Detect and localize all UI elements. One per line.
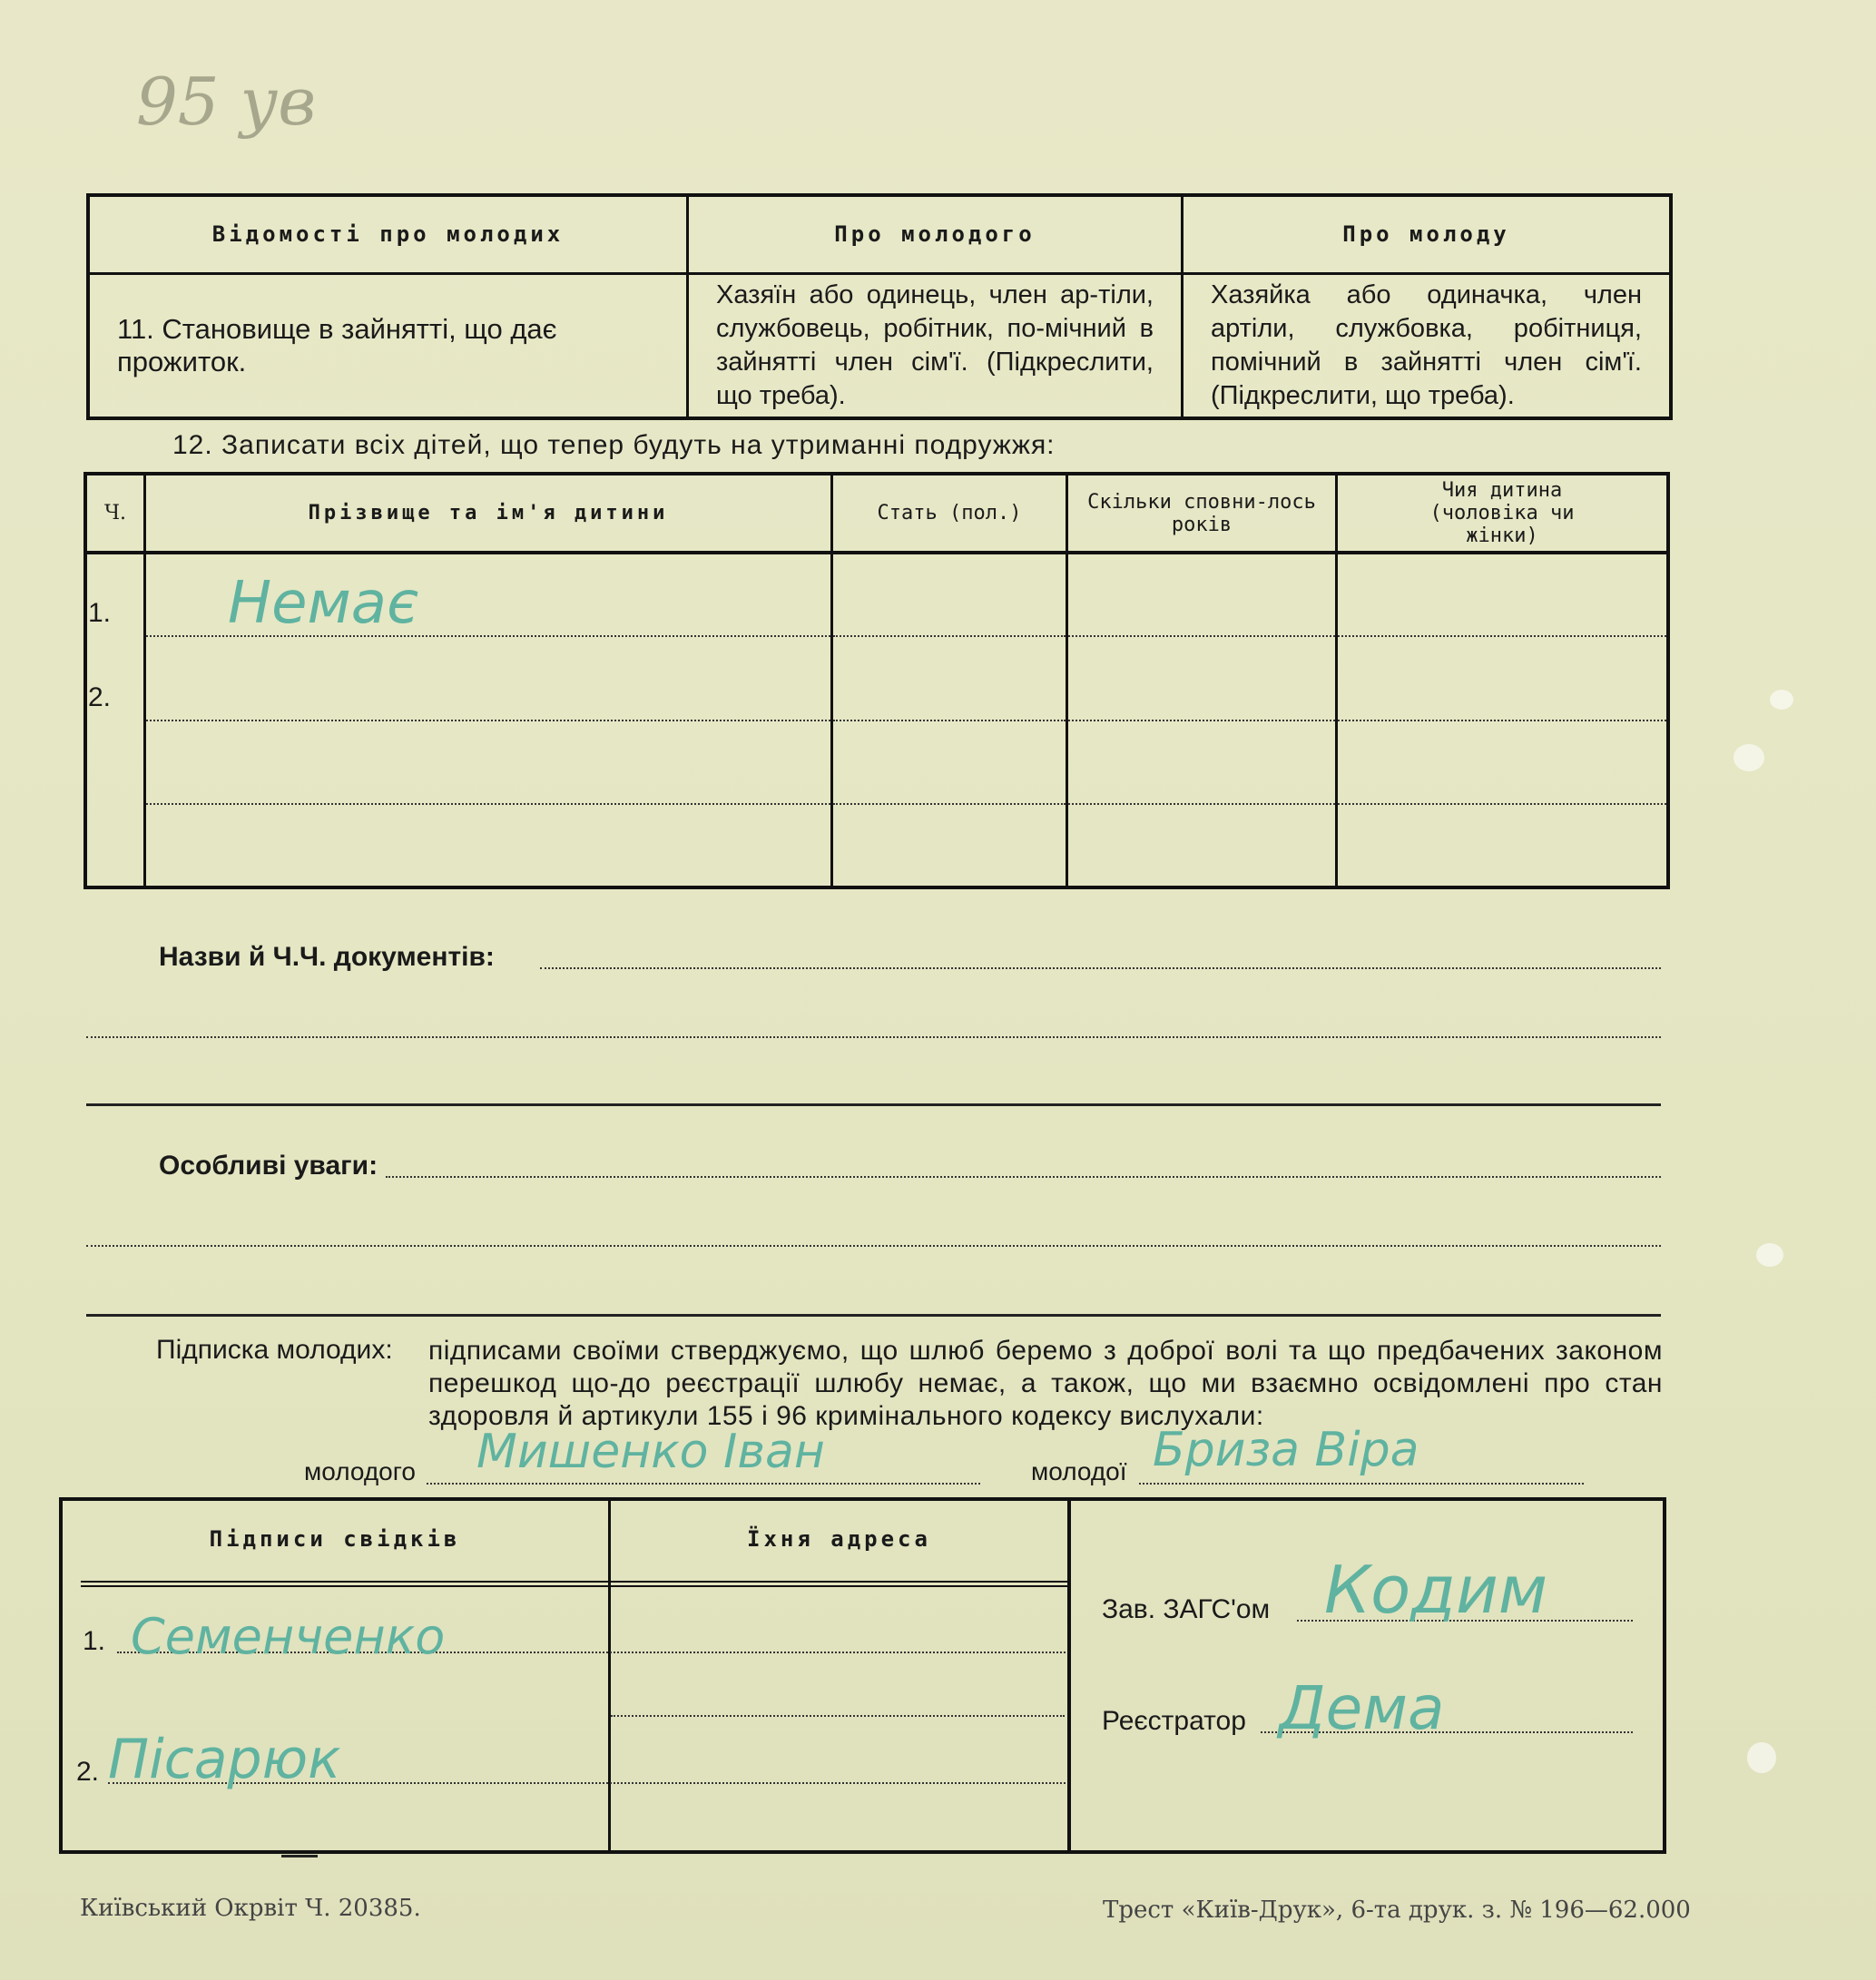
- footer-left: Київський Окрвіт Ч. 20385.: [80, 1895, 421, 1922]
- header-age: Скільки сповни-лось років: [1067, 474, 1337, 553]
- header-rule: [81, 1581, 1067, 1587]
- zags-head-signature: Кодим: [1324, 1552, 1548, 1628]
- header-num: Ч.: [85, 474, 145, 553]
- paper-damage: [1770, 690, 1793, 710]
- pencil-note: 95 ув: [136, 64, 317, 140]
- notes-line-2: [86, 1245, 1661, 1247]
- child-name: [145, 804, 832, 887]
- children-title: 12. Записати всіх дітей, що тепер будуть на утриманні подружжя:: [172, 430, 1056, 460]
- pledge-label: Підписка молодих:: [156, 1335, 393, 1365]
- address-line: [611, 1715, 1065, 1717]
- header-groom: Про молодого: [688, 195, 1183, 273]
- registrar-label: Реєстратор: [1102, 1706, 1246, 1736]
- bride-sign-label: молодої: [1031, 1457, 1127, 1485]
- witness-signature: Пісарюк: [108, 1728, 341, 1791]
- header-witness-address: Їхня адреса: [747, 1526, 931, 1552]
- header-child-name: Прізвище та ім'я дитини: [145, 474, 832, 553]
- divider: [86, 1314, 1661, 1317]
- child-name: [145, 636, 832, 720]
- child-name: Немає: [145, 553, 832, 636]
- divider: [86, 1103, 1661, 1106]
- pledge-text: підписами своїми стверджуємо, що шлюб беремо з доброї волі та що предбачених законом перешкод що-до реєстрації шлюбу немає, а також, що ми взаємно освідомлені про стан здоровля й артикули 155 і 96 кримінального кодексу вислухали:: [428, 1336, 1663, 1431]
- header-witness-signatures: Підписи свідків: [209, 1526, 461, 1552]
- paper-damage: [1734, 744, 1764, 771]
- child-row: [85, 804, 1668, 887]
- col-divider: [1067, 1501, 1071, 1850]
- child-num: 1.: [85, 553, 145, 636]
- spouse-info-table: [86, 193, 1673, 420]
- groom-signature: Мишенко Іван: [476, 1425, 825, 1479]
- documents-line-2: [86, 1036, 1661, 1038]
- notes-line: [386, 1176, 1661, 1178]
- witness-num: 1.: [83, 1626, 106, 1656]
- bride-signature: Бриза Віра: [1153, 1423, 1419, 1477]
- child-name: [145, 720, 832, 804]
- witness-num: 2.: [76, 1757, 100, 1787]
- documents-label: Назви й Ч.Ч. документів:: [159, 942, 495, 972]
- documents-line: [540, 967, 1661, 969]
- row11-groom: Хазяїн або одинець, член ар-тіли, службовець, робітник, по-мічний в зайнятті член сім'ї. (Підкреслити, що треба).: [688, 273, 1183, 418]
- child-row: [85, 720, 1668, 804]
- paper-damage: [1747, 1742, 1776, 1773]
- child-row: [85, 553, 1668, 636]
- col-divider: [608, 1501, 611, 1850]
- children-table: [83, 472, 1670, 889]
- header-spouse-info: Відомості про молодих: [88, 195, 688, 273]
- paper-damage: [1756, 1243, 1783, 1267]
- notes-label: Особливі уваги:: [159, 1151, 378, 1181]
- child-num: [85, 804, 145, 887]
- header-whose: Чия дитина (чоловіка чи жінки): [1337, 474, 1669, 553]
- zags-head-label: Зав. ЗАГС'ом: [1102, 1594, 1271, 1624]
- header-bride: Про молоду: [1183, 195, 1672, 273]
- bride-sign-line: [1139, 1483, 1584, 1485]
- mark: [281, 1855, 318, 1857]
- witness-signature-box: [59, 1497, 1666, 1854]
- child-num: [85, 720, 145, 804]
- groom-sign-label: молодого: [304, 1457, 416, 1485]
- footer-right: Трест «Київ-Друк», 6-та друк. з. № 196—62.000: [1103, 1897, 1691, 1924]
- row11-bride: Хазяйка або одиначка, член артіли, службовка, робітниця, помічний в зайнятті член сім'ї. (Підкреслити, що треба).: [1183, 273, 1672, 418]
- child-num: 2.: [85, 636, 145, 720]
- groom-sign-line: [427, 1483, 980, 1485]
- header-sex: Стать (пол.): [832, 474, 1067, 553]
- row11-label: 11. Становище в зайнятті, що дає прожиток.: [88, 273, 688, 418]
- child-row: [85, 636, 1668, 720]
- witness-signature: Семенченко: [131, 1608, 446, 1665]
- registrar-signature: Дема: [1279, 1673, 1445, 1743]
